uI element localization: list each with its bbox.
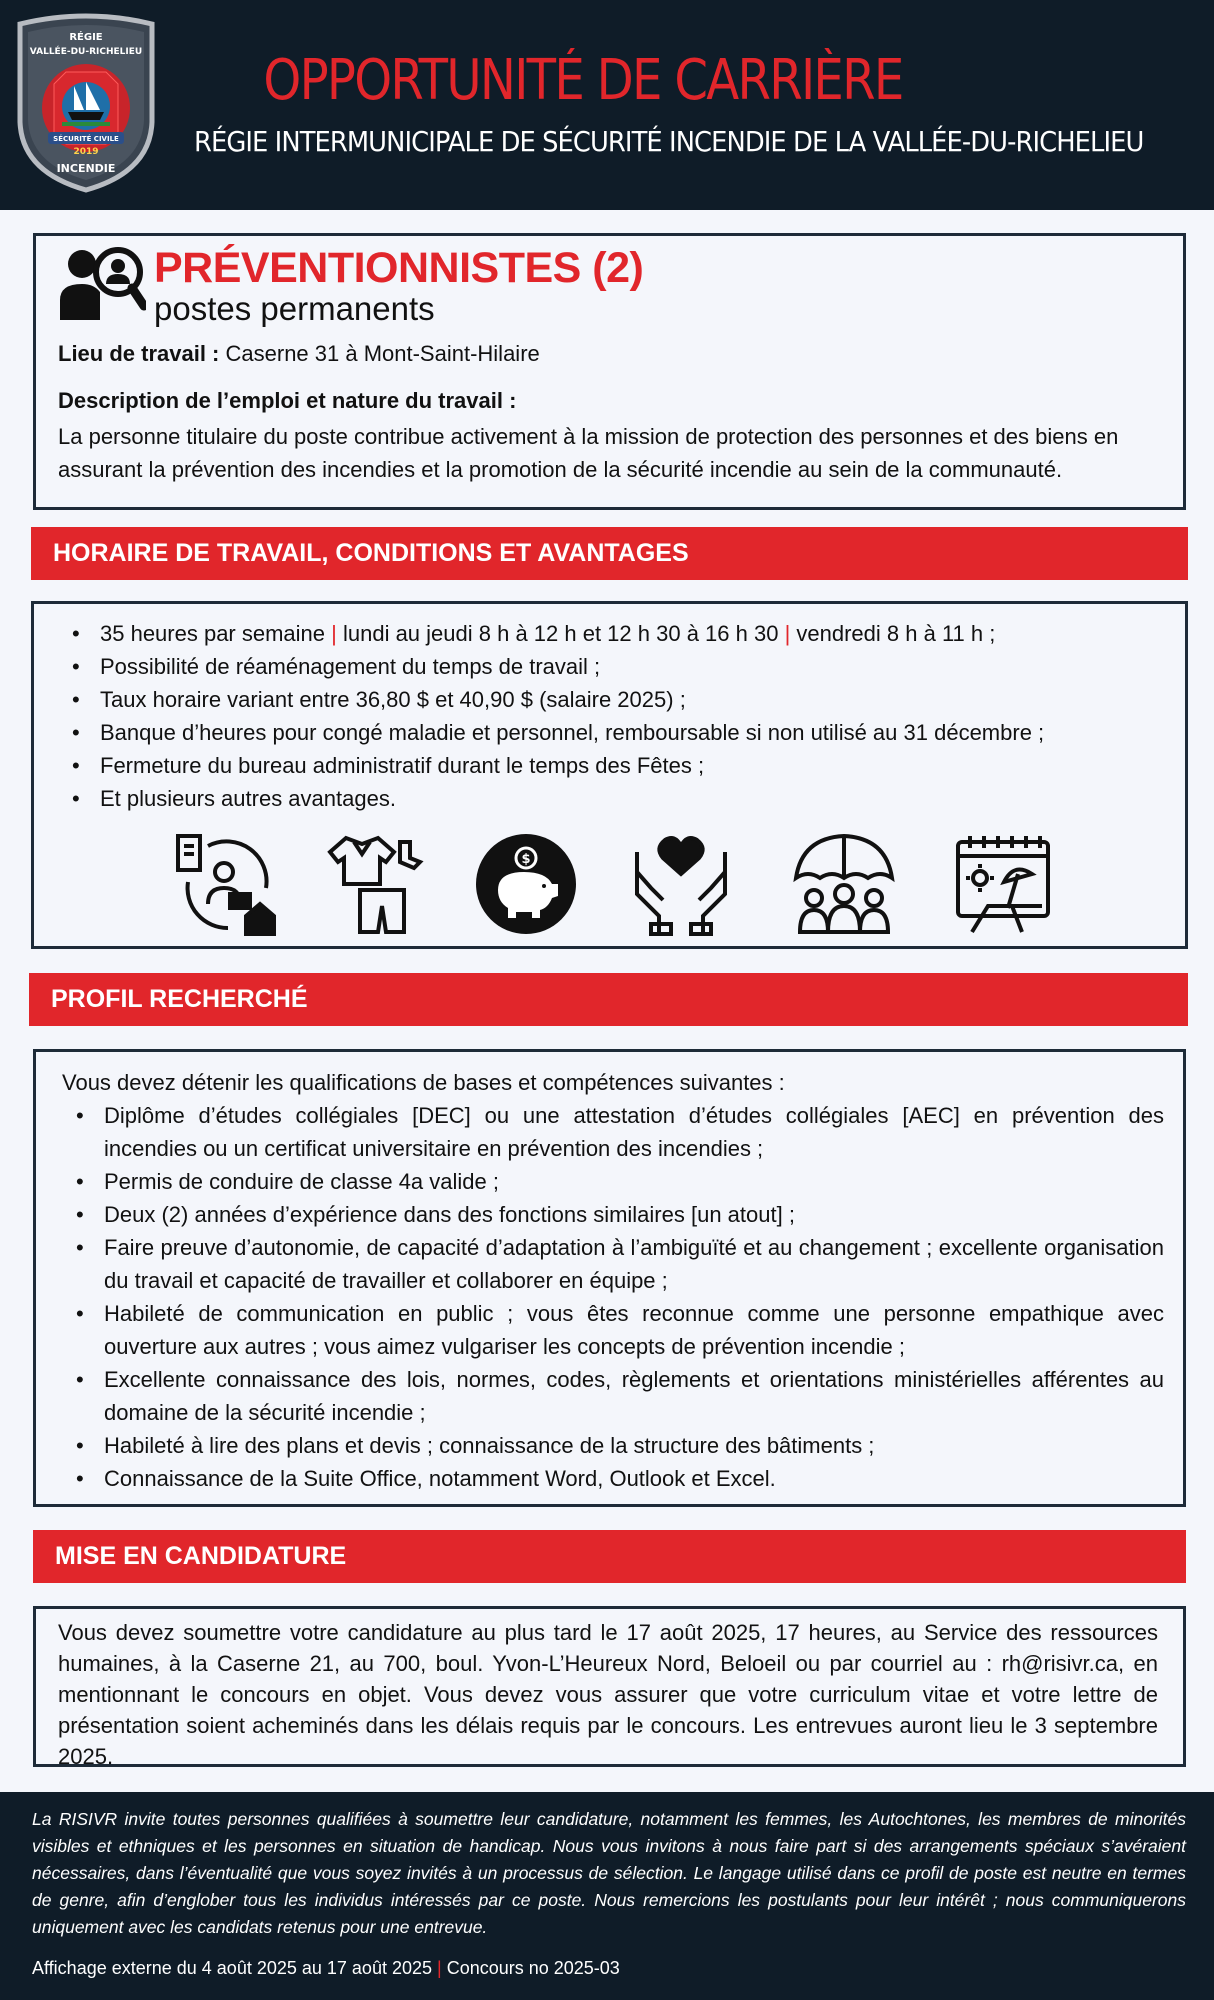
list-item: • Et plusieurs autres avantages. [100,782,1170,815]
description-text: La personne titulaire du poste contribue activement à la mission de protection des personnes et des biens en assurant la prévention des incendies et la promotion de la sécurité incendie au sein de la communauté. [58,424,1119,482]
organization-name: RÉGIE INTERMUNICIPALE DE SÉCURITÉ INCENDIE DE LA VALLÉE-DU-RICHELIEU [194,125,1144,158]
job-title: PRÉVENTIONNISTES (2) [154,244,644,292]
list-item: • Taux horaire variant entre 36,80 $ et 40,90 $ (salaire 2025) ; [100,683,1170,716]
header [0,0,1214,210]
list-item: • Excellente connaissance des lois, normes, codes, règlements et orientations ministérielles afférentes au domaine de la sécurité incendie ; [104,1363,1164,1429]
hands-heart-icon [629,832,733,936]
svg-text:RÉGIE: RÉGIE [69,32,103,43]
remote-work-icon [174,832,278,936]
list-item: • Fermeture du bureau administratif durant le temps des Fêtes ; [100,749,1170,782]
application-box [33,1606,1186,1767]
svg-text:INCENDIE: INCENDIE [56,162,116,175]
list-item: • Habileté de communication en public ; vous êtes reconnue comme une personne empathique avec ouverture aux autres ; vous aimez vulgariser les concepts de prévention incendie ; [104,1297,1164,1363]
list-item: • Banque d’heures pour congé maladie et personnel, remboursable si non utilisé au 31 décembre ; [100,716,1170,749]
list-item: • Permis de conduire de classe 4a valide ; [104,1165,1164,1198]
contest-number: Concours no 2025-03 [441,1958,620,1978]
posting-dates: Affichage externe du 4 août 2025 au 17 août 2025 [32,1958,437,1978]
conditions-box [31,601,1188,949]
list-item: • Diplôme d’études collégiales [DEC] ou une attestation d’études collégiales [AEC] en prévention des incendies ou un certificat universitaire en prévention des incendies ; [104,1099,1164,1165]
workplace-line [58,341,540,367]
svg-text:VALLÉE-DU-RICHELIEU: VALLÉE-DU-RICHELIEU [29,47,143,57]
schedule-friday: vendredi 8 h à 11 h ; [790,621,996,646]
footer [0,1792,1214,2000]
list-item: • Deux (2) années d’expérience dans des fonctions similaires [un atout] ; [104,1198,1164,1231]
list-item: • Habileté à lire des plans et devis ; connaissance de la structure des bâtiments ; [104,1429,1164,1462]
svg-text:SÉCURITÉ CIVILE: SÉCURITÉ CIVILE [53,135,119,143]
conditions-list [100,617,1170,815]
workplace-label: Lieu de travail : [58,341,220,366]
description-heading: Description de l’emploi et nature du travail : [58,388,517,413]
vacation-calendar-icon [952,832,1056,936]
separator: | [331,621,337,646]
profile-box [33,1049,1186,1507]
profile-intro: Vous devez détenir les qualifications de bases et compétences suivantes : [62,1070,785,1095]
equity-statement: La RISIVR invite toutes personnes qualifiées à soumettre leur candidature, notamment les femmes, les Autochtones, les membres de minorités visibles et ethniques et les personnes en situation de handicap. Nous vous invitons à nous faire part si des arrangements spéciaux s’avéraient nécessaires, dans l’éventualité que vous soyez invités à un processus de sélection. Le langage utilisé dans ce profil de poste est neutre en termes de genre, afin d’englober tous les individus intéressés par ce poste. Nous remercions les postulants pour leur intérêt ; nous communiquerons uniquement avec les candidats retenus pour une entrevue. [32,1809,1186,1937]
schedule-hours: 35 heures par semaine [100,621,332,646]
job-subtitle: postes permanents [154,290,435,327]
insurance-family-icon [792,832,896,936]
list-item: • Connaissance de la Suite Office, notamment Word, Outlook et Excel. [104,1462,1164,1495]
application-text: Vous devez soumettre votre candidature au plus tard le 17 août 2025, 17 heures, au Service des ressources humaines, à la Caserne 21, au 700, boul. Yvon-L’Heureux Nord, Beloeil ou par courriel au : rh@risivr.ca, en mentionnant le concours en objet. Vous devez vous assurer que votre curriculum vitae et votre lettre de présentation soient acheminés dans les délais requis par le concours. Les entrevues auront lieu le 3 septembre 2025. [58,1620,1158,1769]
piggy-bank-icon [474,832,578,936]
workplace-value: Caserne 31 à Mont-Saint-Hilaire [219,341,540,366]
posting-info [32,1958,620,1979]
separator: | [437,1958,442,1978]
list-item: • Faire preuve d’autonomie, de capacité d’adaptation à l’ambiguïté et au changement ; excellente organisation du travail et capacité de travailler et collaborer en équipe ; [104,1231,1164,1297]
schedule-weekdays: lundi au jeudi 8 h à 12 h et 12 h 30 à 16 h 30 [336,621,785,646]
separator: | [784,621,791,646]
inspector-magnifier-icon [58,244,146,322]
list-item: • Possibilité de réaménagement du temps de travail ; [100,650,1170,683]
profile-heading: PROFIL RECHERCHÉ [29,973,1188,1026]
svg-text:2019: 2019 [73,147,99,157]
list-item [100,617,1170,650]
conditions-heading: HORAIRE DE TRAVAIL, CONDITIONS ET AVANTAGES [31,527,1188,580]
profile-list [104,1099,1164,1495]
clothing-icon [324,832,428,936]
svg-text:$: $ [521,852,531,867]
application-heading: MISE EN CANDIDATURE [33,1530,1186,1583]
page-title: OPPORTUNITÉ DE CARRIÈRE [263,48,903,113]
benefits-icons [134,832,1074,942]
fire-department-logo [10,12,162,194]
job-summary-box [33,233,1186,510]
